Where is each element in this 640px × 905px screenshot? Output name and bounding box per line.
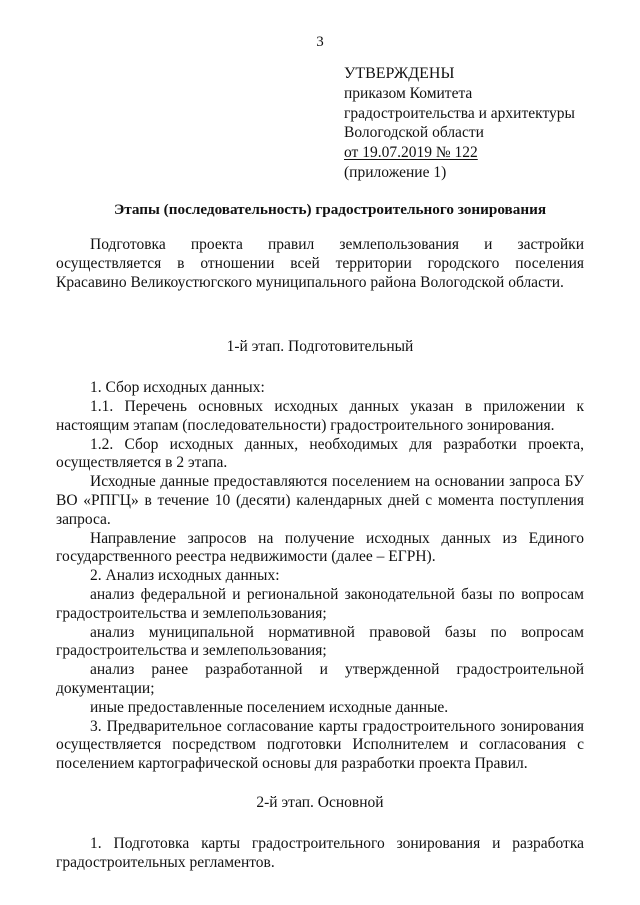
approval-line: градостроительства и архитектуры (344, 104, 575, 122)
document-title: Этапы (последовательность) градостроительного зонирования (113, 201, 547, 218)
paragraph: 2. Анализ исходных данных: (90, 567, 280, 585)
paragraph: 1. Сбор исходных данных: (90, 379, 265, 397)
paragraph: иные предоставленные поселением исходные данные. (90, 698, 449, 716)
paragraph: Направление запросов на получение исходных данных из Единого государственного реестра недвижимости (далее – ЕГРН). (56, 529, 584, 566)
page-number: 3 (316, 34, 324, 50)
paragraph: 3. Предварительное согласование карты градостроительного зонирования осуществляется посредством подготовки Исполнителем и согласования с поселением картографической основы для разработки проекта Правил. (56, 717, 584, 773)
intro-paragraph: Подготовка проекта правил землепользования и застройки осуществляется в отношении всей территории городского поселения Красавино Великоустюгского муниципального района Вологодской области. (56, 236, 584, 291)
approval-heading: УТВЕРЖДЕНЫ (344, 65, 455, 82)
approval-block (344, 64, 624, 183)
stage-1-heading: 1-й этап. Подготовительный (226, 338, 414, 356)
approval-appendix: (приложение 1) (344, 163, 447, 181)
approval-line: приказом Комитета (344, 84, 473, 102)
approval-line: Вологодской области (344, 124, 484, 142)
paragraph: Исходные данные предоставляются поселением на основании запроса БУ ВО «РПГЦ» в течение 10 (десяти) календарных дней с момента поступления запроса. (56, 473, 584, 528)
stage-2-heading: 2-й этап. Основной (256, 793, 384, 811)
paragraph: 1. Подготовка карты градостроительного зонирования и разработка градостроительных регламентов. (56, 834, 584, 871)
approval-date-number: от 19.07.2019 № 122 (344, 144, 478, 162)
paragraph: 1.2. Сбор исходных данных, необходимых для разработки проекта, осуществляется в 2 этапа. (56, 435, 584, 472)
paragraph: анализ муниципальной нормативной правовой базы по вопросам градостроительства и землепользования; (56, 623, 584, 660)
paragraph: 1.1. Перечень основных исходных данных указан в приложении к настоящим этапам (последовательности) градостроительного зонирования. (56, 397, 584, 434)
paragraph: анализ федеральной и региональной законодательной базы по вопросам градостроительства и землепользования; (56, 585, 584, 622)
paragraph: анализ ранее разработанной и утвержденной градостроительной документации; (56, 661, 584, 697)
document-body (56, 236, 584, 872)
